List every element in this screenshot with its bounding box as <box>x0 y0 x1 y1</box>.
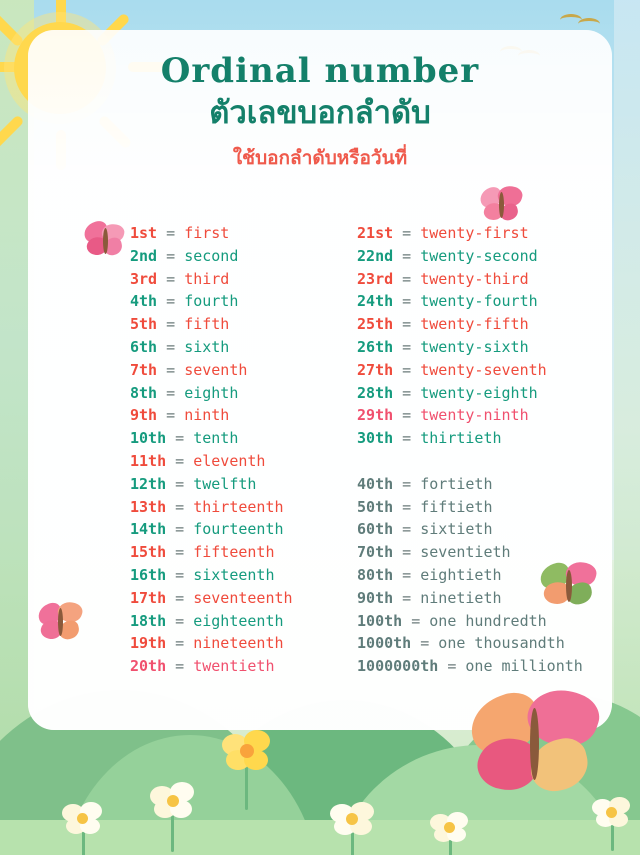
ordinal-number: 24th <box>357 292 394 311</box>
butterfly-icon <box>480 186 524 226</box>
equals-sign: = <box>166 588 194 607</box>
ordinal-number: 23rd <box>357 269 394 288</box>
equals-sign: = <box>411 634 439 653</box>
ordinal-row <box>357 473 612 496</box>
ordinal-number: 11th <box>130 451 167 470</box>
ordinal-word: eighteenth <box>193 611 284 630</box>
ordinal-row <box>357 268 612 291</box>
ordinal-number: 4th <box>130 292 158 311</box>
ordinal-number: 7th <box>130 360 158 379</box>
flower-icon <box>330 800 376 855</box>
ordinal-row <box>130 290 341 313</box>
ordinal-number: 1st <box>130 224 158 242</box>
ordinal-row <box>130 404 341 427</box>
ordinal-number: 16th <box>130 565 167 584</box>
ordinal-number: 20th <box>130 657 167 676</box>
ordinal-word: fifth <box>184 315 230 334</box>
equals-sign: = <box>166 634 194 653</box>
ordinal-number: 6th <box>130 337 158 356</box>
equals-sign: = <box>393 337 421 356</box>
flower-icon <box>592 795 634 851</box>
ordinal-row <box>130 268 341 291</box>
equals-sign: = <box>393 588 421 607</box>
ordinal-number: 29th <box>357 406 394 425</box>
equals-sign: = <box>166 611 194 630</box>
ordinal-word: twenty-second <box>420 246 538 265</box>
ordinal-number: 100th <box>357 611 403 630</box>
ordinal-number: 27th <box>357 360 394 379</box>
ordinal-row <box>357 655 612 678</box>
ordinal-word: ninetieth <box>420 588 502 607</box>
ordinal-word: twenty-ninth <box>420 406 529 425</box>
ordinal-number: 10th <box>130 429 167 448</box>
ordinal-row <box>130 450 341 473</box>
ordinal-number: 21st <box>357 224 394 242</box>
equals-sign: = <box>166 497 194 516</box>
equals-sign: = <box>157 406 185 425</box>
ordinal-number: 19th <box>130 634 167 653</box>
ordinal-row <box>357 541 612 564</box>
ordinal-row <box>357 427 612 450</box>
equals-sign: = <box>157 315 185 334</box>
ordinal-word: tenth <box>193 429 239 448</box>
ordinal-word: ninth <box>184 406 230 425</box>
ordinal-row <box>130 541 341 564</box>
butterfly-icon <box>470 690 600 800</box>
ordinal-number: 13th <box>130 497 167 516</box>
equals-sign: = <box>438 657 466 676</box>
ordinal-number: 60th <box>357 520 394 539</box>
ordinal-number: 90th <box>357 588 394 607</box>
equals-sign: = <box>393 269 421 288</box>
ordinal-row <box>130 610 341 633</box>
ordinal-word: twentieth <box>193 657 275 676</box>
ordinal-row <box>357 404 612 427</box>
ordinal-list-container <box>28 222 612 678</box>
ordinal-number: 70th <box>357 543 394 562</box>
equals-sign: = <box>393 360 421 379</box>
ordinal-row <box>130 587 341 610</box>
ordinal-row <box>357 610 612 633</box>
butterfly-icon <box>84 222 128 260</box>
equals-sign: = <box>393 315 421 334</box>
equals-sign: = <box>402 611 430 630</box>
equals-sign: = <box>166 657 194 676</box>
ordinal-number: 3rd <box>130 269 158 288</box>
ordinal-number: 18th <box>130 611 167 630</box>
ordinal-word: fifteenth <box>193 543 275 562</box>
ordinal-word: sixteenth <box>193 565 275 584</box>
flower-icon <box>62 800 106 855</box>
ordinal-row <box>130 382 341 405</box>
ordinal-row <box>130 222 341 245</box>
ordinal-word: nineteenth <box>193 634 284 653</box>
ordinal-word: twenty-fifth <box>420 315 529 334</box>
ordinal-word: one thousandth <box>438 634 565 653</box>
equals-sign: = <box>393 292 421 311</box>
ordinal-row <box>130 518 341 541</box>
ordinal-word: twelfth <box>193 474 257 493</box>
ordinal-number: 22nd <box>357 246 394 265</box>
equals-sign: = <box>157 360 185 379</box>
ordinal-number: 25th <box>357 315 394 334</box>
page-title-en: Ordinal number <box>160 51 480 91</box>
ordinal-number: 12th <box>130 474 167 493</box>
ordinal-number: 26th <box>357 337 394 356</box>
ordinal-number: 2nd <box>130 246 158 265</box>
ordinal-number: 9th <box>130 406 158 425</box>
list-spacer <box>357 450 612 473</box>
equals-sign: = <box>393 543 421 562</box>
ordinal-word: fortieth <box>420 474 493 493</box>
ordinal-word: fourth <box>184 292 239 311</box>
ordinal-word: seventeenth <box>193 588 293 607</box>
ordinal-number: 50th <box>357 497 394 516</box>
ordinal-word: second <box>184 246 239 265</box>
equals-sign: = <box>166 451 194 470</box>
ordinal-row <box>130 473 341 496</box>
ordinal-word: seventh <box>184 360 248 379</box>
ordinal-row <box>357 336 612 359</box>
equals-sign: = <box>166 543 194 562</box>
ordinal-row <box>130 245 341 268</box>
equals-sign: = <box>393 429 421 448</box>
ordinal-number: 80th <box>357 565 394 584</box>
butterfly-icon <box>38 602 84 644</box>
ordinal-number: 14th <box>130 520 167 539</box>
equals-sign: = <box>393 383 421 402</box>
ordinal-word: twenty-seventh <box>420 360 547 379</box>
poster-heading-group <box>28 52 612 173</box>
equals-sign: = <box>393 246 421 265</box>
equals-sign: = <box>393 474 421 493</box>
ordinal-number: 5th <box>130 315 158 334</box>
equals-sign: = <box>393 565 421 584</box>
ordinal-row <box>130 496 341 519</box>
ordinal-word: one hundredth <box>429 611 547 630</box>
equals-sign: = <box>157 246 185 265</box>
ordinal-row <box>130 359 341 382</box>
ordinal-row <box>130 313 341 336</box>
ordinal-row <box>357 632 612 655</box>
ordinal-word: twenty-fourth <box>420 292 538 311</box>
ordinal-row <box>357 496 612 519</box>
ordinal-word: seventieth <box>420 543 511 562</box>
equals-sign: = <box>166 565 194 584</box>
flower-icon <box>222 730 272 810</box>
ordinal-word: one millionth <box>465 657 583 676</box>
equals-sign: = <box>166 474 194 493</box>
equals-sign: = <box>157 383 185 402</box>
ordinal-number: 1000000th <box>357 657 439 676</box>
ordinal-row <box>357 290 612 313</box>
ordinal-row <box>357 382 612 405</box>
ordinal-row <box>357 313 612 336</box>
equals-sign: = <box>157 269 185 288</box>
equals-sign: = <box>393 497 421 516</box>
ordinal-row <box>357 245 612 268</box>
ordinal-row <box>130 655 341 678</box>
equals-sign: = <box>157 337 185 356</box>
ordinal-word: twenty-sixth <box>420 337 529 356</box>
ordinal-row <box>130 336 341 359</box>
ordinal-word: thirtieth <box>420 429 502 448</box>
flower-icon <box>150 780 196 850</box>
ordinal-word: fourteenth <box>193 520 284 539</box>
flower-icon <box>430 810 472 855</box>
ordinal-word: eleventh <box>193 451 266 470</box>
ordinal-word: twenty-third <box>420 269 529 288</box>
ordinal-word: third <box>184 269 230 288</box>
ordinal-row <box>130 564 341 587</box>
butterfly-icon <box>540 562 598 610</box>
ordinal-row <box>357 518 612 541</box>
page-subtitle-th: ใช้บอกลำดับหรือวันที่ <box>232 147 408 170</box>
ordinal-word: twenty-first <box>420 224 529 242</box>
ordinal-word: fiftieth <box>420 497 493 516</box>
page-title-th: ตัวเลขบอกลำดับ <box>209 95 431 132</box>
equals-sign: = <box>166 429 194 448</box>
ordinal-word: sixtieth <box>420 520 493 539</box>
ordinal-word: eightieth <box>420 565 502 584</box>
equals-sign: = <box>166 520 194 539</box>
ordinal-row <box>130 632 341 655</box>
equals-sign: = <box>393 224 421 242</box>
equals-sign: = <box>393 406 421 425</box>
equals-sign: = <box>157 292 185 311</box>
ordinal-row <box>357 359 612 382</box>
ordinal-word: eighth <box>184 383 239 402</box>
ordinal-word: twenty-eighth <box>420 383 538 402</box>
ordinal-number: 1000th <box>357 634 412 653</box>
ordinal-word: sixth <box>184 337 230 356</box>
equals-sign: = <box>393 520 421 539</box>
ordinal-number: 28th <box>357 383 394 402</box>
ordinal-number: 40th <box>357 474 394 493</box>
ordinal-number: 15th <box>130 543 167 562</box>
ordinal-number: 17th <box>130 588 167 607</box>
ordinal-row <box>130 427 341 450</box>
ordinal-word: thirteenth <box>193 497 284 516</box>
ordinal-number: 8th <box>130 383 158 402</box>
ordinal-number: 30th <box>357 429 394 448</box>
equals-sign: = <box>157 224 185 242</box>
ordinal-word: first <box>184 224 230 242</box>
